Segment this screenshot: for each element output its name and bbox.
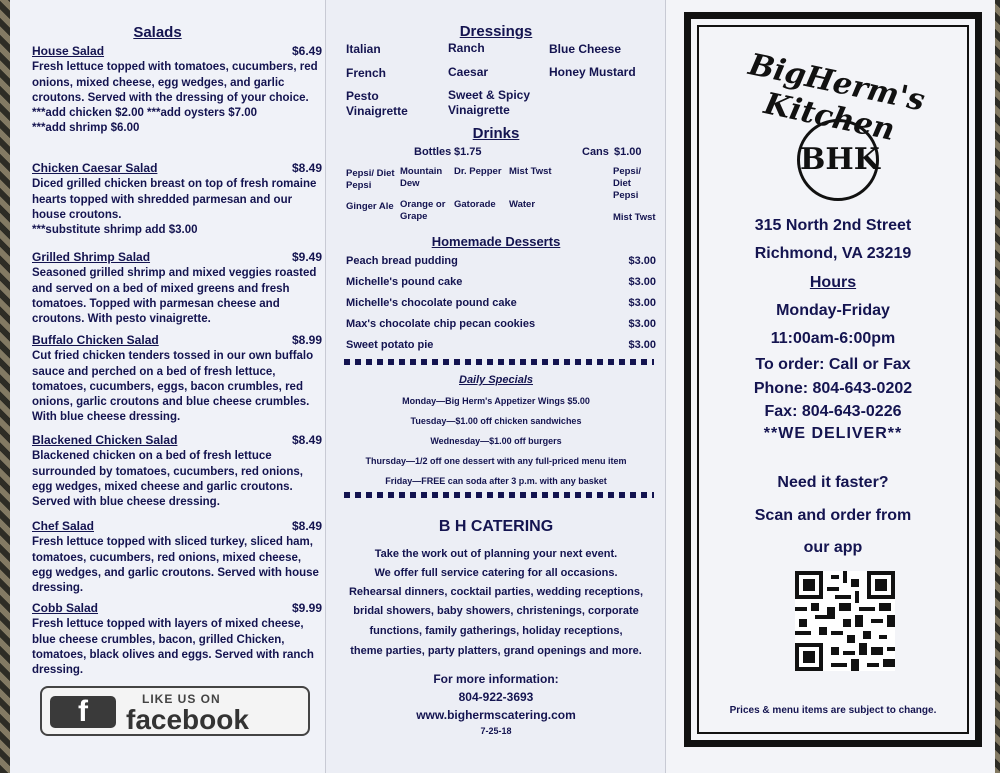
menu-item [32,601,322,678]
facebook-button[interactable] [40,686,310,736]
item-name: Chef Salad [32,519,95,533]
item-price: $8.49 [291,519,322,533]
salads-title: Salads [133,24,182,41]
item-price: $9.99 [291,601,322,615]
item-desc: Fresh lettuce topped with layers of mixed cheese, blue cheese crumbles, bacon, grilled Chicken, tomatoes, black olives and eggs. Served with ranch dressing. [32,618,314,677]
phone-number[interactable]: Phone: 804-643-0202 [753,380,913,397]
fax-number: Fax: 804-643-0226 [764,403,902,420]
bottles-price: $1.75 [454,146,482,158]
dessert-price: $3.00 [628,255,656,267]
item-name: House Salad [32,44,105,58]
item-desc: Seasoned grilled shrimp and mixed veggies roasted and served on a bed of mixed greens and fresh tomatoes. Topped with parmesan cheese and croutons. With pesto vinaigrette. [32,267,317,326]
dessert-name: Peach bread pudding [346,255,458,267]
bhk-logo-circle: BHK [797,119,879,201]
facebook-wordmark: facebook [126,704,249,735]
catering-line: functions, family gatherings, holiday receptions, [369,625,623,637]
dessert-name: Michelle's pound cake [346,276,463,288]
drink-item: Ginger Ale [346,201,394,212]
dressings-title: Dressings [459,23,533,40]
catering-line: bridal showers, baby showers, christenings, corporate [353,605,639,617]
cans-label: Cans [582,146,609,158]
desserts-title: Homemade Desserts [431,234,561,249]
item-name: Blackened Chicken Salad [32,433,178,447]
address-line-1: 315 North 2nd Street [754,217,912,234]
dessert-price: $3.00 [628,318,656,330]
menu-item [32,250,322,327]
delivery-notice: **WE DELIVER** [763,425,903,442]
menu-item [32,44,322,137]
menu-item [32,433,322,510]
item-price: $9.49 [291,250,322,264]
item-desc: Fresh lettuce topped with sliced turkey, sliced ham, tomatoes, cucumbers, red onions, mixed cheese, egg wedges, and garlic croutons. Served with house dressing. [32,536,319,595]
menu-item [32,161,322,238]
middle-panel [325,0,665,773]
restaurant-logo-text: BigHerm's Kitchen [745,47,928,148]
item-price: $8.49 [291,433,322,447]
dessert-name: Michelle's chocolate pound cake [346,297,517,309]
address-line-2: Richmond, VA 23219 [754,245,912,262]
drink-item: Pepsi/ Diet Pepsi [613,166,641,201]
menu-item [32,519,322,596]
drink-item: Gatorade [454,199,496,210]
catering-line: theme parties, party platters, grand openings and more. [350,645,642,657]
dessert-price: $3.00 [628,297,656,309]
dressing-item: Honey Mustard [549,65,636,79]
item-name: Grilled Shrimp Salad [32,250,151,264]
catering-phone[interactable]: 804-922-3693 [458,690,534,704]
dessert-row [346,255,656,267]
drink-item: Dr. Pepper [454,166,502,177]
item-desc: Fresh lettuce topped with tomatoes, cucumbers, red onions, mixed cheese, egg wedges, and garlic croutons. Served with the dressing of your choice. [32,61,318,104]
info-frame-inner [697,25,969,734]
more-info-label: For more information: [433,672,559,686]
dressing-item: Sweet & Spicy Vinaigrette [448,88,531,117]
dessert-row [346,276,656,288]
dessert-row [346,297,656,309]
drink-item: Mist Twst [613,212,656,223]
catering-line: We offer full service catering for all occasions. [374,567,618,579]
special-item: Wednesday—$1.00 off burgers [430,436,562,446]
order-instructions: To order: Call or Fax [755,356,911,373]
item-extra: ***substitute shrimp add $3.00 [32,224,198,237]
drinks-title: Drinks [472,125,520,142]
item-price: $6.49 [291,44,322,58]
dotted-divider [344,492,654,498]
hours-time: 11:00am-6:00pm [770,330,896,347]
dressing-item: French [346,66,387,80]
drink-item: Orange or Grape [400,199,446,222]
catering-line: Take the work out of planning your next event. [374,548,618,560]
drink-item: Mountain Dew [400,166,443,189]
facebook-icon: f [50,696,116,728]
catering-website-link[interactable]: www.bighermscatering.com [416,708,576,722]
dressing-item: Caesar [448,65,489,79]
item-name: Buffalo Chicken Salad [32,333,159,347]
dotted-divider [344,359,654,365]
dressing-item: Italian [346,42,381,56]
menu-item [32,333,322,426]
dessert-price: $3.00 [628,339,656,351]
app-promo-line-2: Scan and order from [754,507,912,524]
info-frame [684,12,982,747]
dessert-price: $3.00 [628,276,656,288]
drink-item: Pepsi/ Diet Pepsi [346,168,395,191]
facebook-like-label: LIKE US ON [142,692,221,706]
catering-title: B H CATERING [438,518,554,535]
item-price: $8.49 [291,161,322,175]
special-item: Tuesday—$1.00 off chicken sandwiches [410,416,582,426]
hours-days: Monday-Friday [776,302,890,319]
dessert-name: Max's chocolate chip pecan cookies [346,318,536,330]
dressing-item: Ranch [448,41,485,55]
item-desc: Diced grilled chicken breast on top of fresh romaine hearts topped with shredded parmesan and our house croutons. [32,178,317,221]
hours-title: Hours [809,274,857,291]
item-extra: ***add chicken $2.00 ***add oysters $7.00 ***add shrimp $6.00 [32,107,258,135]
item-name: Cobb Salad [32,601,99,615]
specials-title: Daily Specials [459,374,533,386]
print-date: 7-25-18 [480,726,512,736]
app-promo-line-3: our app [803,539,863,556]
catering-line: Rehearsal dinners, cocktail parties, wedding receptions, [348,586,644,598]
app-promo-line-1: Need it faster? [777,474,889,491]
special-item: Monday—Big Herm's Appetizer Wings $5.00 [402,396,590,406]
drink-item: Water [509,199,536,210]
item-name: Chicken Caesar Salad [32,161,158,175]
special-item: Friday—FREE can soda after 3 p.m. with any basket [385,476,607,486]
item-desc: Cut fried chicken tenders tossed in our own buffalo sauce and perched on a bed of fresh lettuce, tomatoes, cucumbers, eggs, bacon crumbles, red onions, garlic croutons and blue cheese crumbles. With blue cheese dressing. [32,350,314,424]
dessert-name: Sweet potato pie [346,339,434,351]
qr-code-icon[interactable] [795,571,895,671]
cans-price: $1.00 [614,146,642,158]
salads-panel [10,0,325,773]
item-price: $8.99 [291,333,322,347]
special-item: Thursday—1/2 off one dessert with any full-priced menu item [365,456,627,466]
dressing-item: Pesto Vinaigrette [346,89,408,118]
dressing-item: Blue Cheese [549,42,622,56]
dessert-row [346,318,656,330]
price-disclaimer: Prices & menu items are subject to change. [729,705,937,716]
info-panel [665,0,995,773]
item-desc: Blackened chicken on a bed of fresh lettuce surrounded by tomatoes, cucumbers, red onions, egg wedges, mixed cheese and garlic croutons. Served with blue cheese dressing. [32,450,303,509]
drink-item: Mist Twst [509,166,552,177]
dessert-row [346,339,656,351]
bottles-label: Bottles [414,146,452,158]
